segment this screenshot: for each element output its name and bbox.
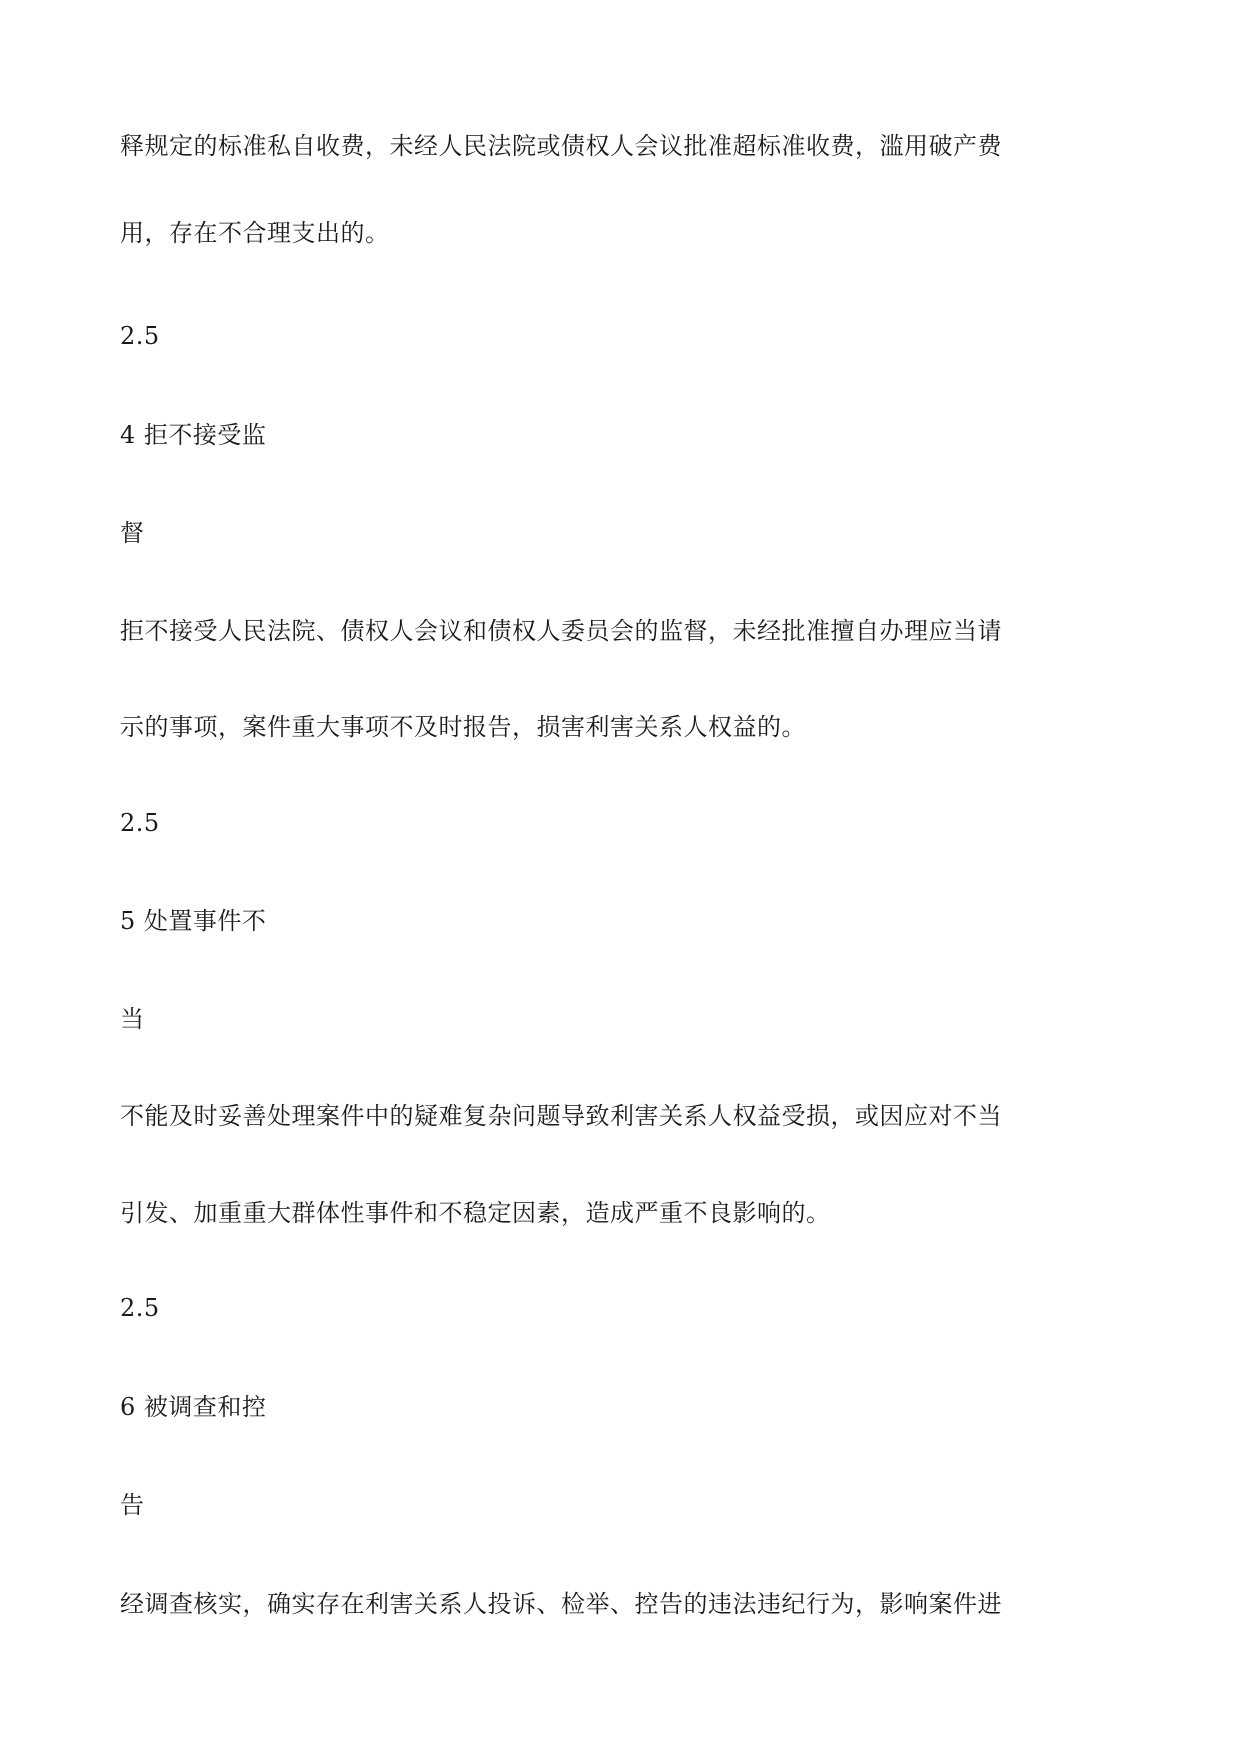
item-heading: 6 被调查和控: [120, 1393, 267, 1421]
text-line: 不能及时妥善处理案件中的疑难复杂问题导致利害关系人权益受损，或因应对不当: [120, 1102, 1002, 1130]
item-heading-continued: 督: [120, 519, 145, 547]
score-value: 2.5: [120, 322, 160, 350]
text-line: 引发、加重重大群体性事件和不稳定因素，造成严重不良影响的。: [120, 1199, 831, 1227]
text-line: 用，存在不合理支出的。: [120, 219, 390, 247]
item-heading: 5 处置事件不: [120, 907, 267, 935]
text-line: 经调查核实，确实存在利害关系人投诉、检举、控告的违法违纪行为，影响案件进: [120, 1590, 1002, 1618]
score-value: 2.5: [120, 1294, 160, 1322]
text-line: 释规定的标准私自收费，未经人民法院或债权人会议批准超标准收费，滥用破产费: [120, 132, 1002, 160]
score-value: 2.5: [120, 809, 160, 837]
item-heading: 4 拒不接受监: [120, 421, 267, 449]
text-line: 示的事项，案件重大事项不及时报告，损害利害关系人权益的。: [120, 713, 806, 741]
item-heading-continued: 告: [120, 1491, 145, 1519]
text-line: 拒不接受人民法院、债权人会议和债权人委员会的监督，未经批准擅自办理应当请: [120, 617, 1002, 645]
item-heading-continued: 当: [120, 1005, 145, 1033]
